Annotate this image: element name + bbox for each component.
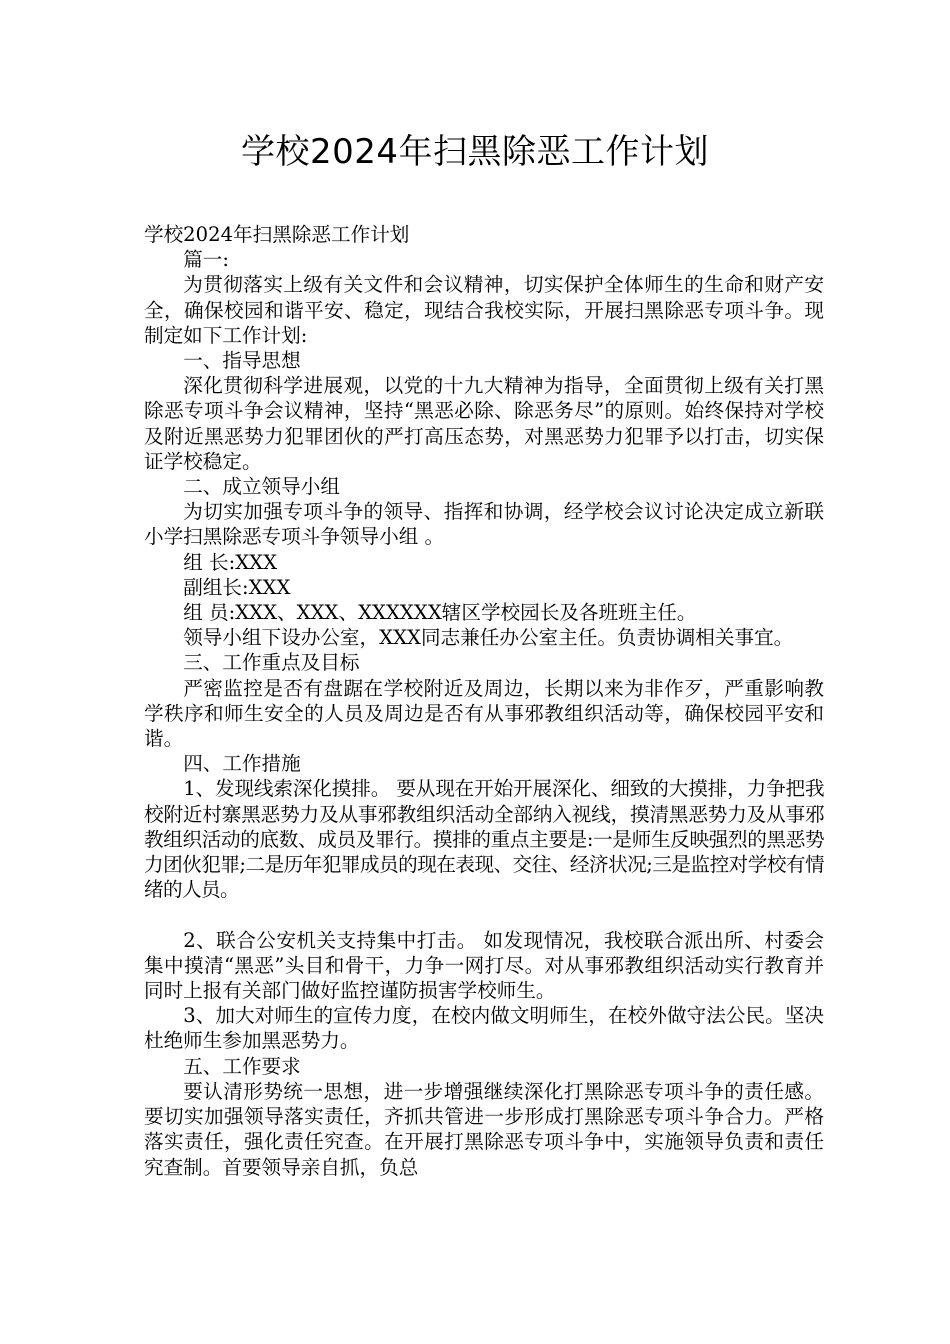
- body-paragraph: 五、工作要求: [183, 1054, 301, 1078]
- body-paragraph: 2、联合公安机关支持集中打击。 如发现情况，我校联合派出所、村委会集中摸清“黑恶”头目和骨干，力争一网打尽。对从事邪教组织活动实行教育并同时上报有关部门做好监控谨防损害学校师生。: [144, 928, 824, 1003]
- body-paragraph: 领导小组下设办公室，XXX同志兼任办公室主任。负责协调相关事宜。: [183, 626, 794, 650]
- body-paragraph: 要认清形势统一思想，进一步增强继续深化打黑除恶专项斗争的责任感。要切实加强领导落实责任，齐抓共管进一步形成打黑除恶专项斗争合力。严格落实责任，强化责任究查。在开展打黑除恶专项斗争中，实施领导负责和责任究查制。首要领导亲自抓，负总: [144, 1079, 824, 1179]
- body-paragraph: 组 员:XXX、XXX、XXXXXX辖区学校园长及各班班主任。: [183, 601, 697, 625]
- document-title: 学校2024年扫黑除恶工作计划: [240, 132, 710, 172]
- body-paragraph: 为切实加强专项斗争的领导、指挥和协调，经学校会议讨论决定成立新联小学扫黑除恶专项斗争领导小组 。: [144, 500, 824, 549]
- blank-line: [144, 902, 824, 927]
- body-paragraph: 3、加大对师生的宣传力度，在校内做文明师生，在校外做守法公民。坚决杜绝师生参加黑恶势力。: [144, 1004, 824, 1053]
- body-paragraph: 为贯彻落实上级有关文件和会议精神，切实保护全体师生的生命和财产安全，确保校园和谐平安、稳定，现结合我校实际，开展扫黑除恶专项斗争。现制定如下工作计划:: [144, 273, 824, 347]
- body-paragraph: 四、工作措施: [183, 752, 301, 776]
- body-paragraph: 严密监控是否有盘踞在学校附近及周边，长期以来为非作歹，严重影响教学秩序和师生安全的人员及周边是否有从事邪教组织活动等，确保校园平安和谐。: [144, 676, 824, 751]
- body-paragraph: 副组长:XXX: [183, 575, 291, 599]
- body-paragraph: 深化贯彻科学进展观，以党的十九大精神为指导，全面贯彻上级有关打黑除恶专项斗争会议精神，坚持“黑恶必除、除恶务尽”的原则。始终保持对学校及附近黑恶势力犯罪团伙的严打高压态势，对黑恶势力犯罪予以打击，切实保证学校稳定。: [144, 374, 824, 473]
- body-paragraph: 二、成立领导小组: [183, 475, 340, 499]
- body-paragraph: 学校2024年扫黑除恶工作计划: [144, 223, 410, 246]
- body-paragraph: 组 长:XXX: [183, 550, 278, 574]
- body-paragraph: 一、指导思想: [183, 349, 301, 373]
- body-paragraph: 三、工作重点及目标: [183, 651, 360, 675]
- document-body: [144, 222, 824, 1180]
- body-paragraph: 1、发现线索深化摸排。 要从现在开始开展深化、细致的大摸排，力争把我校附近村寨黑恶势力及从事邪教组织活动全部纳入视线，摸清黑恶势力及从事邪教组织活动的底数、成员及罪行。摸排的重点主要是:一是师生反映强烈的黑恶势力团伙犯罪;二是历年犯罪成员的现在表现、交往、经济状况;三是监控对学校有情绪的人员。: [144, 777, 824, 902]
- body-paragraph: 篇一:: [183, 248, 229, 272]
